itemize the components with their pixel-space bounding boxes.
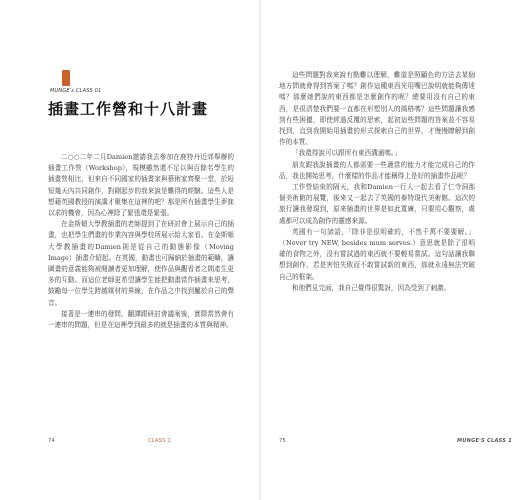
paragraph: 在金斯頓大學教插畫的老師提到了在研討會上展示自己的插畫，也把學生們畫的作業內容與學校所展示給大家看。在金斯頓大學教插畫的Damien則是從自己的動態影像（Moving Image）插畫介紹起。在英國，動畫也可歸納於插畫的範疇，讓圖畫的意義能夠被閱讀者更加理解，使作品與觀看者之間產生更多的互動。而這位老師更希望讓學生能把動畫當作插畫來思考，鼓勵每一位學生跨越媒材的界線，在作品之中找到屬於自己的聲音。 bbox=[48, 220, 234, 307]
left-body-text bbox=[48, 152, 234, 331]
paragraph: 接著是一連串的發問，翻譯跟研討會議案後，實際當然會有一連串的問題，但是在這裡學到最多的就是插畫的本質與精神。 bbox=[48, 309, 234, 330]
paragraph: 朋友跟我說插畫的人都需要一些適當的能力才能完成自己的作品，我也開始思考，什麼樣的作品才能稱得上是好的插畫作品呢？ bbox=[279, 160, 475, 180]
paragraph: 「我還得說可以跟所有東西溝通嗎。」 bbox=[292, 149, 401, 158]
footer-series-label: MUNGE'S CLASS 1 bbox=[457, 438, 513, 444]
page-number: 75 bbox=[279, 438, 286, 444]
chapter-title: 插畫工作營和十八計畫 bbox=[48, 100, 209, 118]
paragraph: 二○○二年二月Damien邀請我去參加在鹿特丹近郊舉辦的插畫工作營（Workshop），規模雖然還不足以與百餘名學生的插畫營相比，但來自不同國家的插畫家與藝術家齊聚一堂，於短短幾天內共同創作，對剛起步的我來說是難得的經驗。這些人是想藉英國教授的演講才聚集在這裡的吧？那是所有插畫學生夢寐以求的機會，因為心裡除了緊張還是緊張。 bbox=[48, 153, 234, 218]
footer-tag: CLASS 1 bbox=[148, 438, 172, 444]
right-page bbox=[261, 0, 520, 500]
chapter-tab-icon bbox=[62, 70, 70, 86]
left-page bbox=[0, 0, 259, 500]
series-label: MUNGE's CLASS 01 bbox=[50, 88, 102, 94]
page-number: 74 bbox=[48, 438, 55, 444]
paragraph: 和他們見完面，我自己覺得很驚訝，因為受到了刺激。 bbox=[292, 283, 451, 292]
right-body-text bbox=[279, 70, 475, 294]
paragraph: 這些問題對我來說有點難以理解，難道是照顧色的方法去某個地方問就會得到答案了嗎？創作這種東西光用嘴巴說明就能夠傳達嗎？那麼她們說的東西都是怎麼創作的呢？總要用沒有自己的東西，是很清楚我們要一直都在形塑別人的風格嗎？這些問題讓我感到有些困擾，即使經過反覆的思索，起初這些問題的答案並不容易找到，直到我開始用插畫的形式探索自己的世界，才慢慢瞭解到創作的本質。 bbox=[279, 71, 475, 147]
paragraph: 英國有一句諺語，「除非是很明確的，不然千萬不要要解。」（Never try NEW, besides mum serves.）意思就是除了很明確的食物之外，沒有嘗試過的東西就不要輕易嘗試。這句話讓我聯想到創作，若是害怕失敗而不敢嘗試新的東西，那就永遠無法突破自己的框架。 bbox=[279, 227, 475, 281]
paragraph: 工作營結束的隔天，我和Damien一行人一起去看了仁寺洞那個美術館的展覽，後來又一起去了英國的泰特現代美術館。這次的旅行讓我發現到，原來插畫的世界是如此寬廣，只要用心觀察，處處都可以成為創作的靈感來源。 bbox=[279, 183, 475, 225]
